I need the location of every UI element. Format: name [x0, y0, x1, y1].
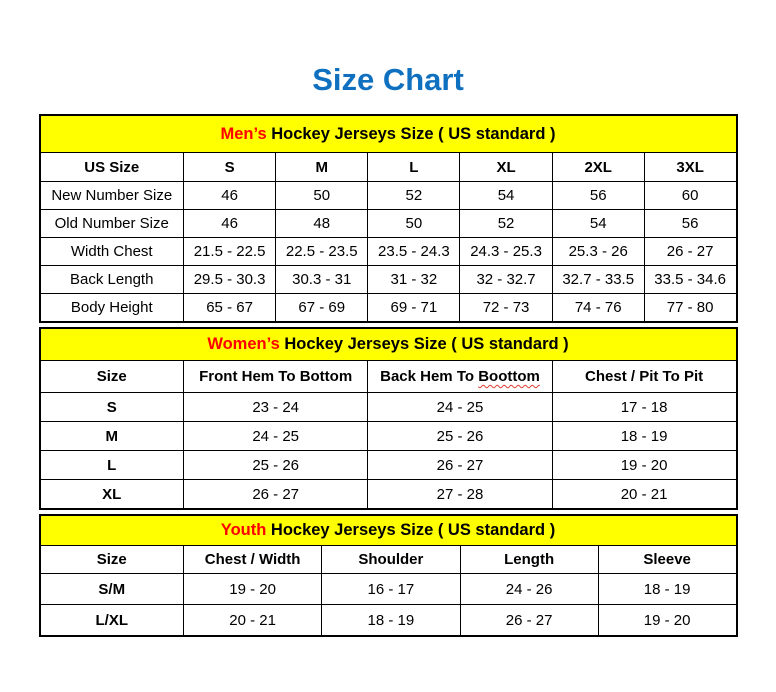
column-header: Size — [40, 361, 184, 393]
row-label: Back Length — [40, 266, 184, 294]
table-cell: 74 - 76 — [552, 294, 644, 323]
youth-title-highlight: Youth — [220, 521, 267, 539]
table-cell: 52 — [460, 210, 552, 238]
table-cell: 26 - 27 — [184, 480, 368, 510]
table-cell: 17 - 18 — [552, 393, 736, 422]
table-cell: 72 - 73 — [460, 294, 552, 323]
table-cell: 18 - 19 — [322, 605, 460, 637]
mens-section-title: Men’s Hockey Jerseys Size ( US standard ) — [40, 115, 737, 153]
table-row — [40, 605, 737, 637]
column-header: Length — [460, 546, 598, 574]
table-cell: 19 - 20 — [552, 451, 736, 480]
mens-title-highlight: Men’s — [220, 124, 267, 143]
youth-section-title: Youth Hockey Jerseys Size ( US standard ) — [40, 515, 737, 546]
column-header: US Size — [40, 153, 184, 182]
table-row — [40, 422, 737, 451]
table-cell: 67 - 69 — [276, 294, 368, 323]
table-cell: 19 - 20 — [184, 574, 322, 605]
table-cell: 60 — [644, 182, 736, 210]
table-cell: 24 - 26 — [460, 574, 598, 605]
table-cell: 20 - 21 — [552, 480, 736, 510]
table-cell: 18 - 19 — [598, 574, 736, 605]
table-cell: 29.5 - 30.3 — [184, 266, 276, 294]
table-cell: 22.5 - 23.5 — [276, 238, 368, 266]
table-row — [40, 574, 737, 605]
row-label: Old Number Size — [40, 210, 184, 238]
column-header: Chest / Pit To Pit — [552, 361, 736, 393]
table-cell: 69 - 71 — [368, 294, 460, 323]
table-cell: 24 - 25 — [184, 422, 368, 451]
row-label: Width Chest — [40, 238, 184, 266]
mens-size-table — [39, 114, 738, 323]
column-header: Sleeve — [598, 546, 736, 574]
womens-section-band — [40, 328, 737, 361]
youth-section-band — [40, 515, 737, 546]
table-cell: 18 - 19 — [552, 422, 736, 451]
table-cell: 65 - 67 — [184, 294, 276, 323]
column-header: M — [276, 153, 368, 182]
table-cell: 25.3 - 26 — [552, 238, 644, 266]
column-header: Chest / Width — [184, 546, 322, 574]
table-row — [40, 238, 737, 266]
column-header: XL — [460, 153, 552, 182]
misspelled-word: Boottom — [478, 368, 540, 385]
row-label: L/XL — [40, 605, 184, 637]
table-cell: 23 - 24 — [184, 393, 368, 422]
table-cell: 50 — [368, 210, 460, 238]
womens-header-row — [40, 361, 737, 393]
table-cell: 16 - 17 — [322, 574, 460, 605]
table-cell: 19 - 20 — [598, 605, 736, 637]
table-cell: 33.5 - 34.6 — [644, 266, 736, 294]
table-cell: 25 - 26 — [184, 451, 368, 480]
table-cell: 24 - 25 — [368, 393, 552, 422]
table-cell: 23.5 - 24.3 — [368, 238, 460, 266]
row-label: M — [40, 422, 184, 451]
row-label: S — [40, 393, 184, 422]
table-cell: 20 - 21 — [184, 605, 322, 637]
column-header: Shoulder — [322, 546, 460, 574]
table-cell: 54 — [460, 182, 552, 210]
column-header: 3XL — [644, 153, 736, 182]
row-label: S/M — [40, 574, 184, 605]
row-label: XL — [40, 480, 184, 510]
table-row — [40, 182, 737, 210]
row-label: Body Height — [40, 294, 184, 323]
table-cell: 50 — [276, 182, 368, 210]
table-row — [40, 451, 737, 480]
table-cell: 32 - 32.7 — [460, 266, 552, 294]
table-row — [40, 393, 737, 422]
womens-size-table — [39, 327, 738, 510]
table-cell: 48 — [276, 210, 368, 238]
table-cell: 46 — [184, 210, 276, 238]
table-cell: 27 - 28 — [368, 480, 552, 510]
table-cell: 21.5 - 22.5 — [184, 238, 276, 266]
table-cell: 56 — [552, 182, 644, 210]
table-row — [40, 210, 737, 238]
table-row — [40, 480, 737, 510]
mens-section-band — [40, 115, 737, 153]
table-cell: 56 — [644, 210, 736, 238]
column-header: Back Hem To Boottom — [368, 361, 552, 393]
table-cell: 31 - 32 — [368, 266, 460, 294]
table-row — [40, 266, 737, 294]
table-cell: 26 - 27 — [368, 451, 552, 480]
table-row — [40, 294, 737, 323]
womens-section-title: Women’s Hockey Jerseys Size ( US standard ) — [40, 328, 737, 361]
table-cell: 26 - 27 — [644, 238, 736, 266]
table-cell: 32.7 - 33.5 — [552, 266, 644, 294]
youth-header-row — [40, 546, 737, 574]
page-title: Size Chart — [312, 62, 464, 97]
column-header: 2XL — [552, 153, 644, 182]
table-cell: 77 - 80 — [644, 294, 736, 323]
mens-header-row — [40, 153, 737, 182]
womens-title-highlight: Women’s — [207, 335, 280, 353]
row-label: New Number Size — [40, 182, 184, 210]
column-header: Front Hem To Bottom — [184, 361, 368, 393]
table-cell: 52 — [368, 182, 460, 210]
row-label: L — [40, 451, 184, 480]
youth-size-table — [39, 514, 738, 637]
table-cell: 26 - 27 — [460, 605, 598, 637]
table-cell: 25 - 26 — [368, 422, 552, 451]
table-cell: 24.3 - 25.3 — [460, 238, 552, 266]
table-cell: 46 — [184, 182, 276, 210]
column-header: S — [184, 153, 276, 182]
column-header: L — [368, 153, 460, 182]
column-header: Size — [40, 546, 184, 574]
table-cell: 30.3 - 31 — [276, 266, 368, 294]
table-cell: 54 — [552, 210, 644, 238]
